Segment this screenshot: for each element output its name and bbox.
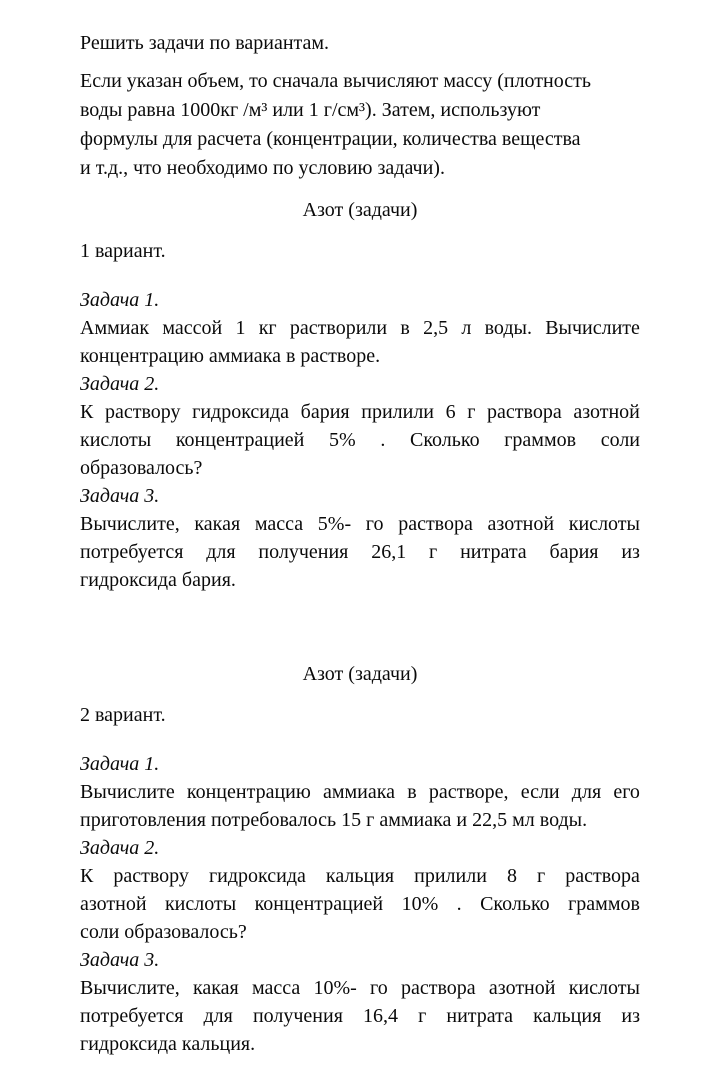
task3-line: гидроксида кальция. <box>80 1033 256 1055</box>
task3-line: потребуется для получения 16,4 г нитрата кальция из <box>80 1005 640 1027</box>
task1-line: Вычислите концентрацию аммиака в растворе, если для его <box>80 781 640 803</box>
variant1-section <box>80 196 640 594</box>
task2-line: К раствору гидроксида бария прилили 6 г раствора азотной <box>80 401 640 423</box>
variant1-label: 1 вариант. <box>80 240 166 262</box>
instruction-line: Решить задачи по вариантам. <box>80 32 330 54</box>
task1-line: концентрацию аммиака в растворе. <box>80 345 381 367</box>
task3-line: Вычислите, какая масса 5%- го раствора азотной кислоты <box>80 513 640 535</box>
variant1-heading: Азот (задачи) <box>302 199 418 221</box>
task1-label: Задача 1. <box>80 753 160 775</box>
intro-line: воды равна 1000кг /м³ или 1 г/см³). Затем, используют <box>80 99 541 121</box>
task2-line: образовалось? <box>80 457 203 479</box>
intro-paragraph <box>80 67 640 183</box>
task2-line: соли образовалось? <box>80 921 247 943</box>
intro-line: и т.д., что необходимо по условию задачи). <box>80 157 445 179</box>
task3-line: потребуется для получения 26,1 г нитрата бария из <box>80 541 640 563</box>
task2-label: Задача 2. <box>80 373 160 395</box>
task2-line: К раствору гидроксида кальция прилили 8 г раствора <box>80 865 640 887</box>
task3-line: гидроксида бария. <box>80 569 236 591</box>
task2-label: Задача 2. <box>80 837 160 859</box>
task1-label: Задача 1. <box>80 289 160 311</box>
task3-line: Вычислите, какая масса 10%- го раствора азотной кислоты <box>80 977 640 999</box>
variant1-tasks <box>80 286 640 594</box>
variant2-tasks <box>80 750 640 1058</box>
task1-line: приготовления потребовалось 15 г аммиака и 22,5 мл воды. <box>80 809 588 831</box>
variant2-label: 2 вариант. <box>80 704 166 726</box>
variant2-heading: Азот (задачи) <box>302 663 418 685</box>
intro-line: Если указан объем, то сначала вычисляют массу (плотность <box>80 70 591 92</box>
task2-line: кислоты концентрацией 5% . Сколько граммов соли <box>80 429 640 451</box>
task1-line: Аммиак массой 1 кг растворили в 2,5 л воды. Вычислите <box>80 317 640 339</box>
task3-label: Задача 3. <box>80 949 160 971</box>
variant2-section <box>80 660 640 1058</box>
task2-line: азотной кислоты концентрацией 10% . Сколько граммов <box>80 893 640 915</box>
task3-label: Задача 3. <box>80 485 160 507</box>
intro-line: формулы для расчета (концентрации, количества вещества <box>80 128 581 150</box>
